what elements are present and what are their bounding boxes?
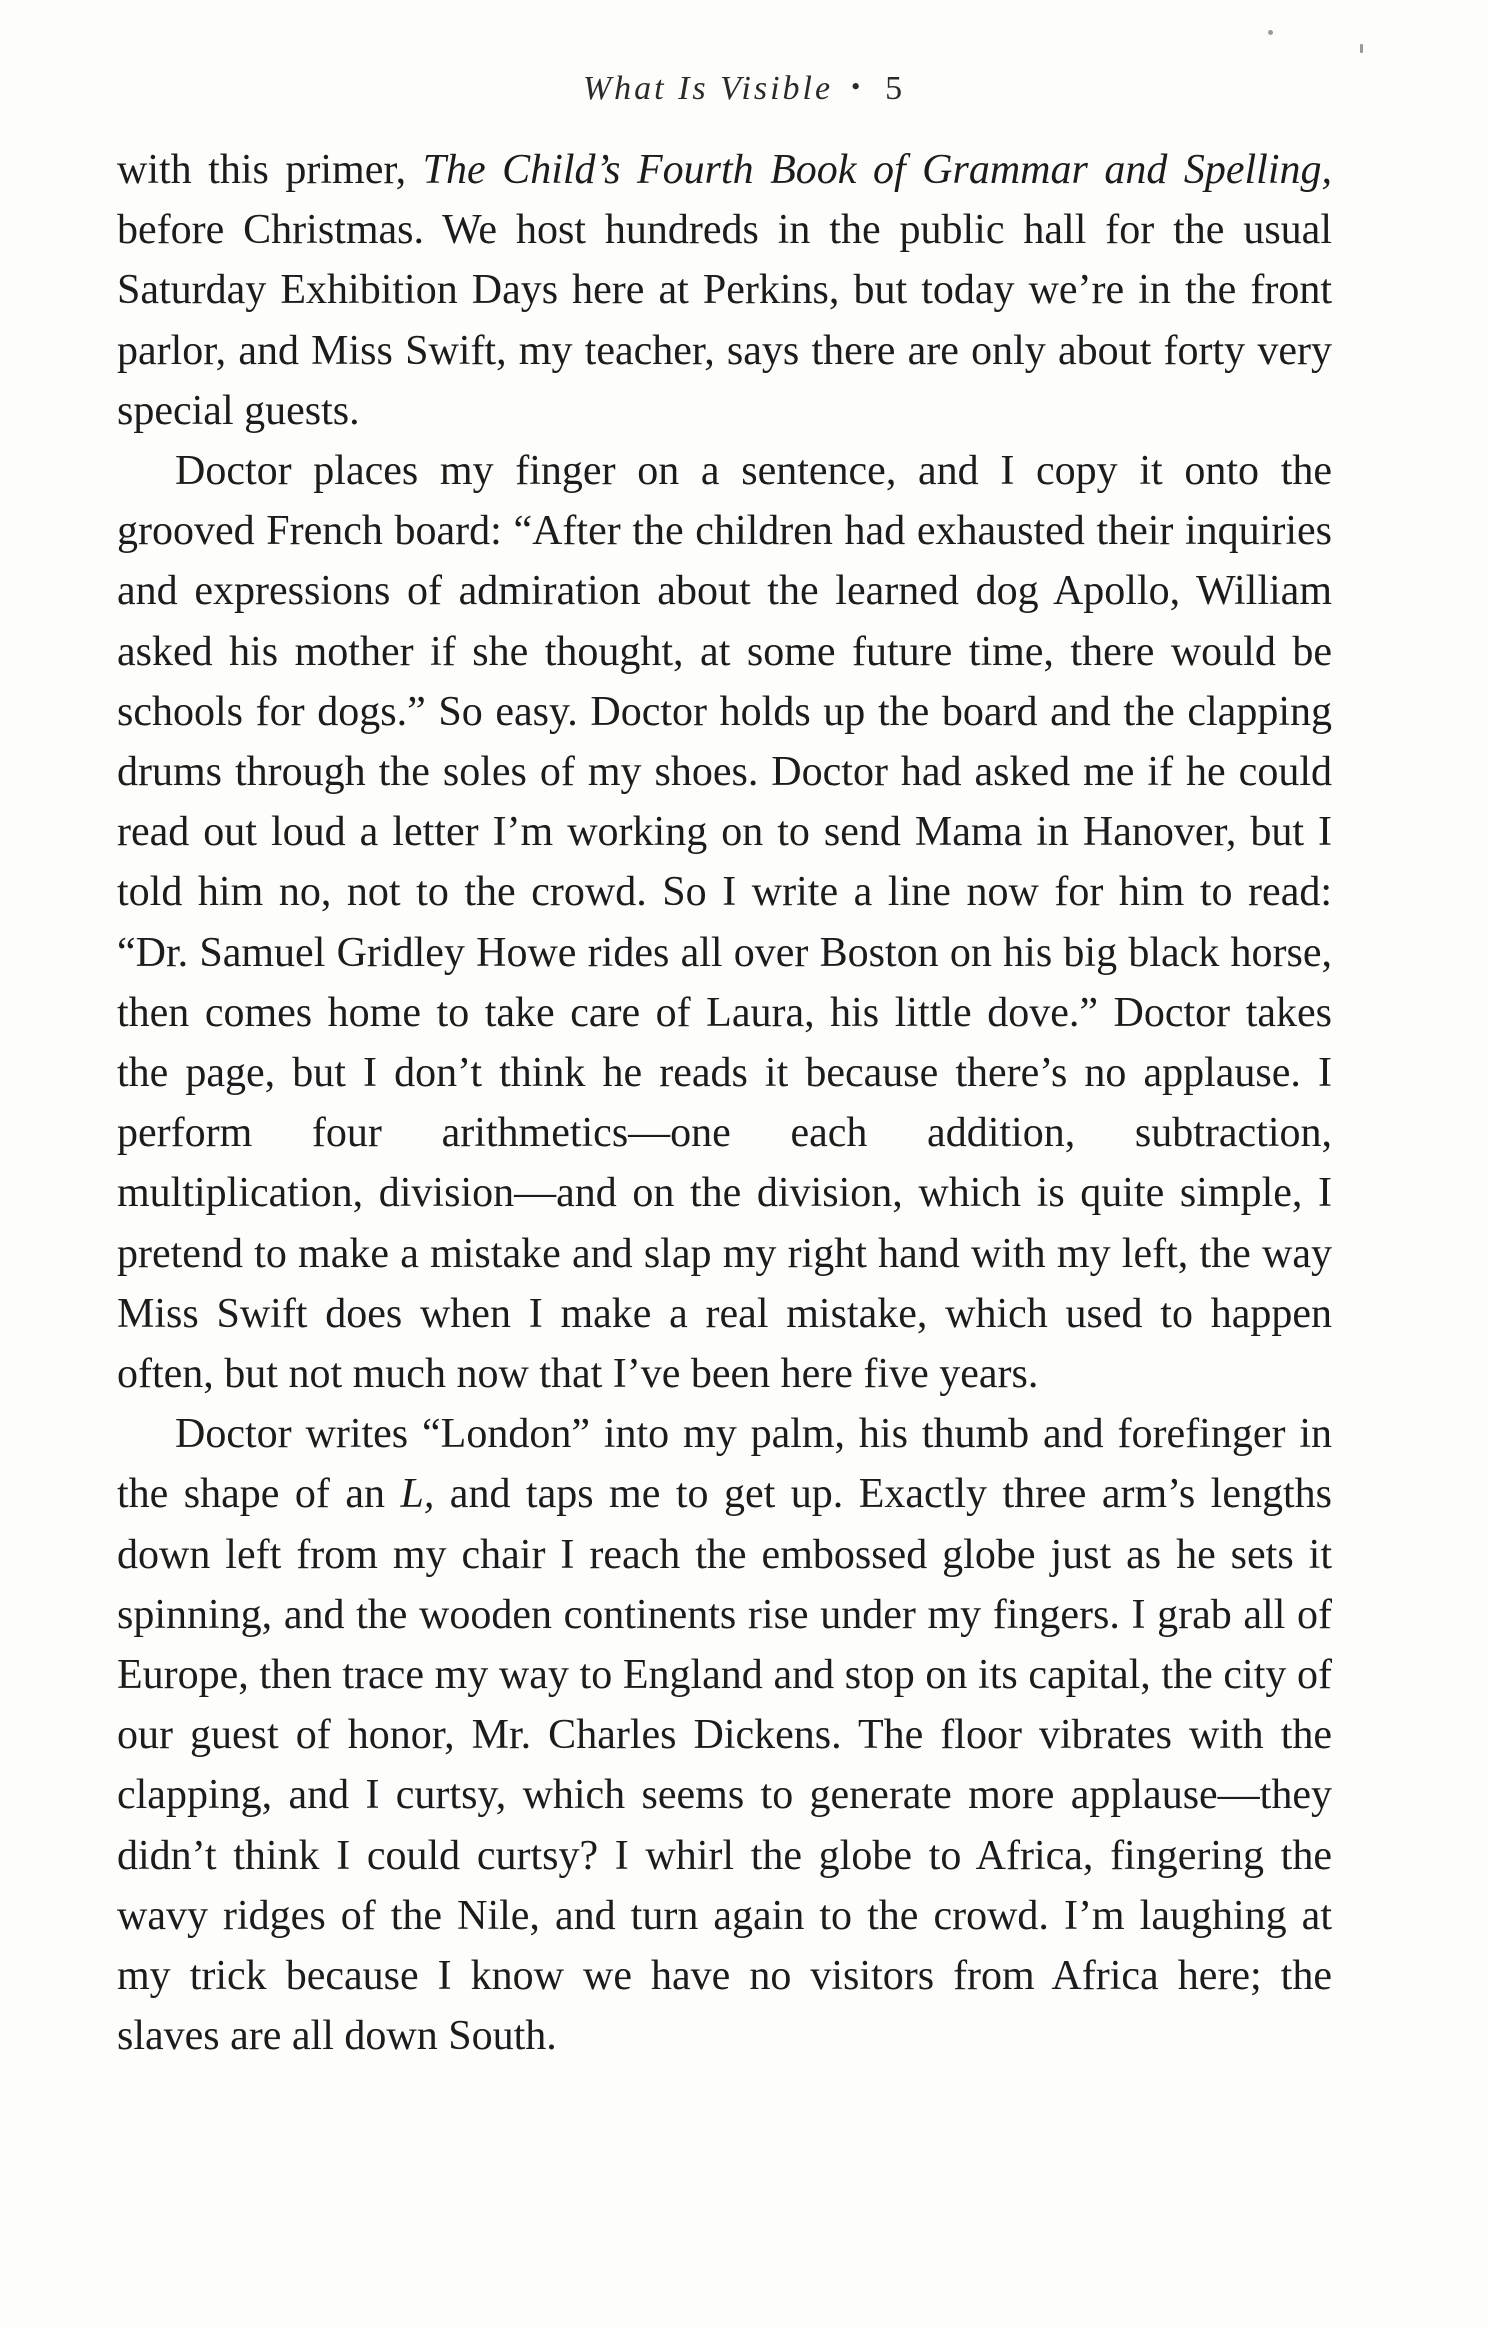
paragraph-3 xyxy=(117,1404,1332,2066)
paragraph-1-text-end: before Christmas. We host hundreds in the public hall for the usual Saturday Exhibition Days here at Perkins, but today we’re in the front parlor, and Miss Swift, my teacher, says there are only about forty very special guests. xyxy=(117,207,1332,434)
paragraph-3-text-start: Doctor writes “London” into my palm, his thumb and forefinger in the shape of an xyxy=(117,1411,1332,1518)
page-number: 5 xyxy=(885,70,906,107)
letter-l-italic: L, xyxy=(400,1471,435,1518)
running-head-title: What Is Visible xyxy=(582,70,834,107)
scan-speck xyxy=(1360,44,1363,53)
paragraph-2: Doctor places my finger on a sentence, and I copy it onto the grooved French board: “After the children had exhausted their inquiries and expressions of admiration about the learned dog Apollo, William asked his mother if she thought, at some future time, there would be schools for dogs.” So easy. Doctor holds up the board and the clapping drums through the soles of my shoes. Doctor had asked me if he could read out loud a letter I’m working on to send Mama in Hanover, but I told him no, not to the crowd. So I write a line now for him to read: “Dr. Samuel Gridley Howe rides all over Boston on his big black horse, then comes home to take care of Laura, his little dove.” Doctor takes the page, but I don’t think he reads it because there’s no applause. I perform four arithmetics—one each addition, subtraction, multiplication, division—and on the division, which is quite simple, I pretend to make a mistake and slap my right hand with my left, the way Miss Swift does when I make a real mistake, which used to happen often, but not much now that I’ve been here five years. xyxy=(117,448,1332,1398)
scan-speck xyxy=(1268,30,1273,35)
running-head-bullet: • xyxy=(851,72,864,101)
body-text xyxy=(117,140,1332,2067)
paragraph-3-text-end: and taps me to get up. Exactly three arm’s lengths down left from my chair I reach the embossed globe just as he sets it spinning, and the wooden continents rise under my fingers. I grab all of Europe, then trace my way to England and stop on its capital, the city of our guest of honor, Mr. Charles Dickens. The floor vibrates with the clapping, and I curtsy, which seems to generate more applause—they didn’t think I could curtsy? I whirl the globe to Africa, fingering the wavy ridges of the Nile, and turn again to the crowd. I’m laughing at my trick because I know we have no visitors from Africa here; the slaves are all down South. xyxy=(117,1471,1332,2060)
paragraph-1-text-start: with this primer, xyxy=(117,147,423,193)
running-head xyxy=(0,70,1488,108)
paragraph-continued xyxy=(117,140,1332,441)
book-title-italic: The Child’s Fourth Book of Grammar and Spelling, xyxy=(422,147,1333,193)
